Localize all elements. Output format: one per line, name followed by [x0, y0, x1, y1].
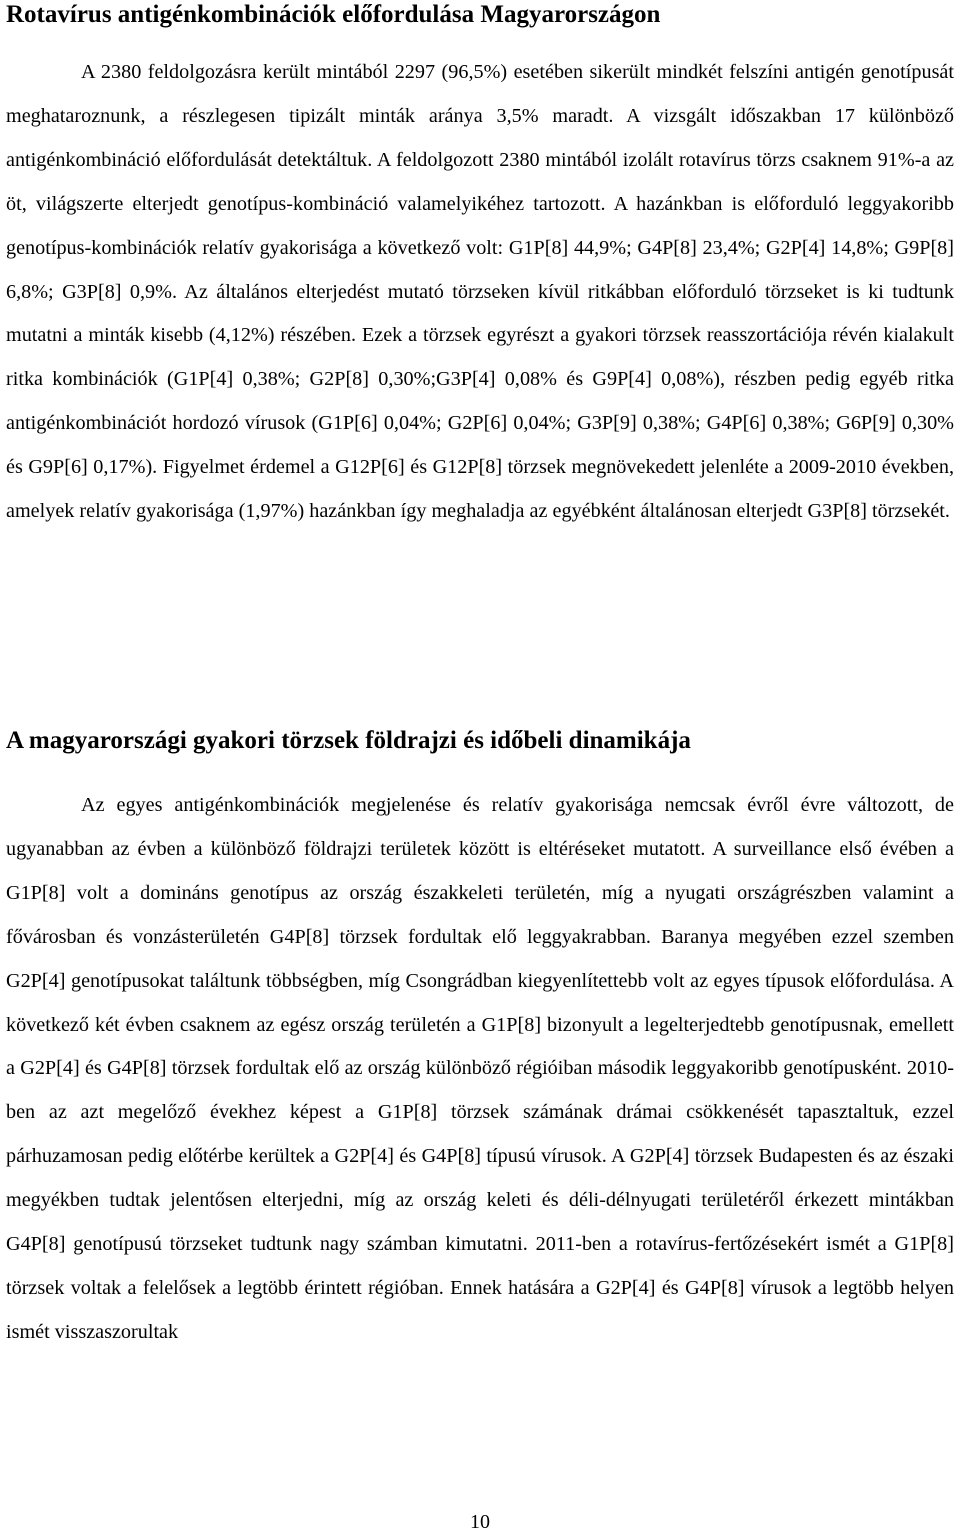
paragraph-geographic-dynamics: Az egyes antigénkombinációk megjelenése és relatív gyakorisága nemcsak évről évre változott, de ugyanabban az évben a különböző földrajzi területek között is eltéréseket mutatott. A surveillance első évében a G1P[8] volt a domináns genotípus az ország északkeleti területén, míg a nyugati országrészben valamint a fővárosban és vonzásterületén G4P[8] törzsek fordultak elő leggyakrabban. Baranya megyében ezzel szemben G2P[4] genotípusokat találtunk többségben, míg Csongrádban kiegyenlítettebb volt az egyes típusok előfordulása. A következő két évben csaknem az egész ország területén a G1P[8] bizonyult a legelterjedtebb genotípusnak, emellett a G2P[4] és G4P[8] törzsek fordultak elő az ország különböző régióiban második leggyakoribb genotípusként. 2010-ben az azt megelőző évekhez képest a G1P[8] törzsek számának drámai csökkenését tapasztaltuk, ezzel párhuzamosan pedig előtérbe kerültek a G2P[4] és G4P[8] típusú vírusok. A G2P[4] törzsek Budapesten és az északi megyékben tudtak jelentősen elterjedni, míg az ország keleti és déli-délnyugati területéről érkezett mintákban G4P[8] genotípusú törzseket tudtunk nagy számban kimutatni. 2011-ben a rotavírus-fertőzésekért ismét a G1P[8] törzsek voltak a felelősek a legtöbb érintett régióban. Ennek hatására a G2P[4] és G4P[8] vírusok a legtöbb helyen ismét visszaszorultak — [6, 794, 954, 1343]
page-number: 10 — [470, 1511, 490, 1533]
section-title-geographic-dynamics: A magyarországi gyakori törzsek földrajzi és időbeli dinamikája — [6, 727, 691, 754]
section-title-rotavirus-combinations: Rotavírus antigénkombinációk előfordulása Magyarországon — [6, 1, 661, 28]
paragraph-rotavirus-combinations: A 2380 feldolgozásra került mintából 2297 (96,5%) esetében sikerült mindkét felszíni antigén genotípusát meghataroznunk, a részlegesen tipizált minták aránya 3,5% maradt. A vizsgált időszakban 17 különböző antigénkombináció előfordulását detektáltuk. A feldolgozott 2380 mintából izolált rotavírus törzs csaknem 91%-a az öt, világszerte elterjedt genotípus-kombináció valamelyikéhez tartozott. A hazánkban is előforduló leggyakoribb genotípus-kombinációk relatív gyakorisága a következő volt: G1P[8] 44,9%; G4P[8] 23,4%; G2P[4] 14,8%; G9P[8] 6,8%; G3P[8] 0,9%. Az általános elterjedést mutató törzseken kívül ritkábban előforduló törzseket is ki tudtunk mutatni a minták kisebb (4,12%) részében. Ezek a törzsek egyrészt a gyakori törzsek reasszortációja révén kialakult ritka kombinációk (G1P[4] 0,38%; G2P[8] 0,30%;G3P[4] 0,08% és G9P[4] 0,08%), részben pedig egyéb ritka antigénkombinációt hordozó vírusok (G1P[6] 0,04%; G2P[6] 0,04%; G3P[9] 0,38%; G4P[6] 0,38%; G6P[9] 0,30% és G9P[6] 0,17%). Figyelmet érdemel a G12P[6] és G12P[8] törzsek megnövekedett jelenléte a 2009-2010 években, amelyek relatív gyakorisága (1,97%) hazánkban így meghaladja az egyébként általánosan elterjedt G3P[8] törzsekét. — [6, 61, 954, 523]
